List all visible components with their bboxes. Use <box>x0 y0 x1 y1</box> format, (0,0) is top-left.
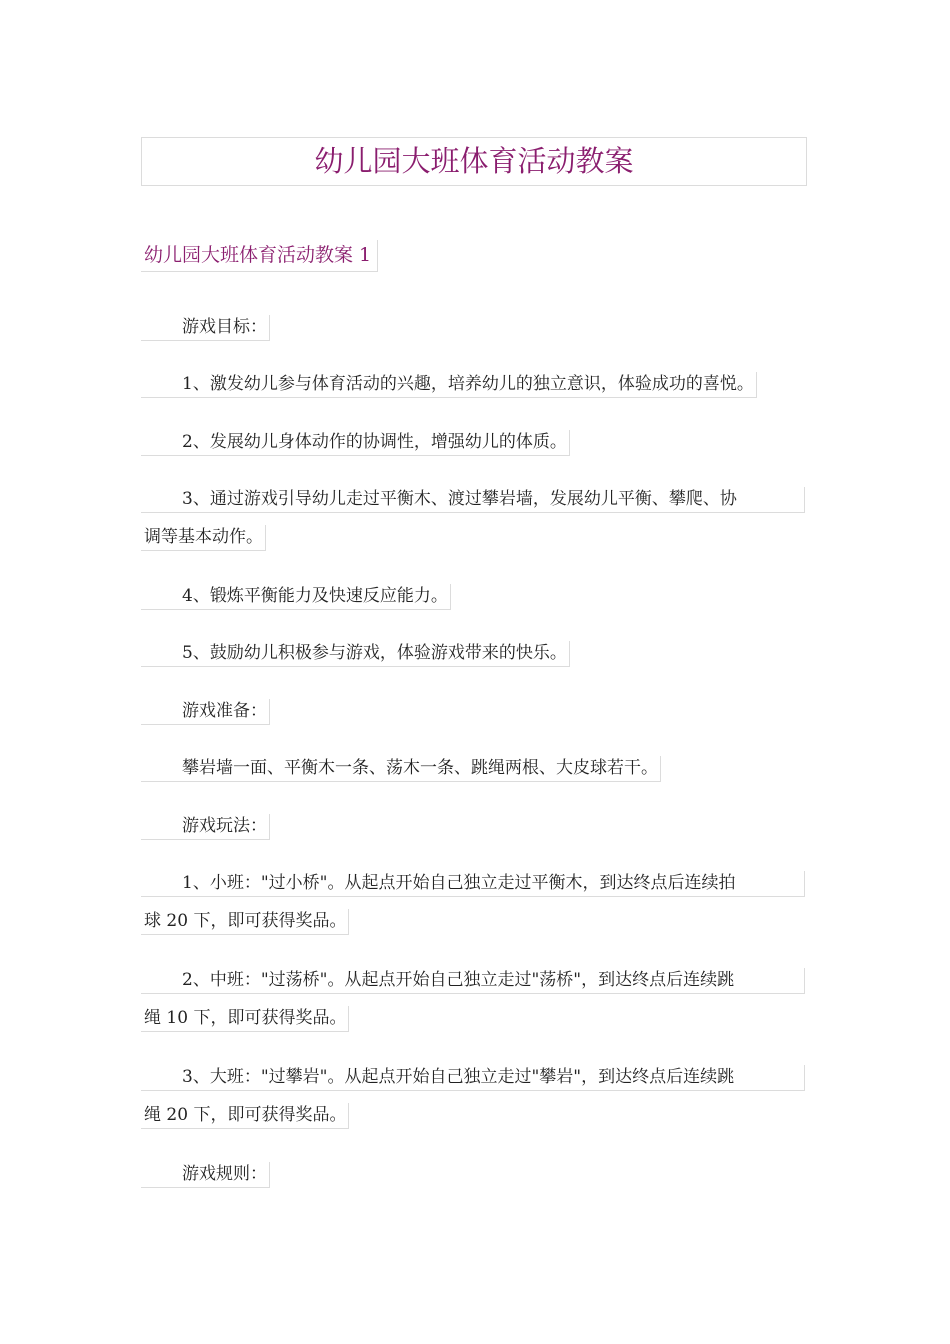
paragraph-play-big-class <box>141 1065 805 1129</box>
text-line: 游戏准备： <box>141 699 270 725</box>
text-line: 球 20 下，即可获得奖品。 <box>141 909 349 935</box>
paragraph-play-middle-class <box>141 968 805 1032</box>
paragraph-goal-3 <box>141 487 805 551</box>
text-line: 攀岩墙一面、平衡木一条、荡木一条、跳绳两根、大皮球若干。 <box>141 756 661 782</box>
paragraph-goals-heading <box>141 315 270 341</box>
paragraph-goal-1 <box>141 372 757 398</box>
text-line: 调等基本动作。 <box>141 525 266 551</box>
text-line: 2、发展幼儿身体动作的协调性，增强幼儿的体质。 <box>141 430 570 456</box>
text-line: 3、大班："过攀岩"。从起点开始自己独立走过"攀岩"，到达终点后连续跳 <box>141 1065 805 1091</box>
text-line: 1、激发幼儿参与体育活动的兴趣，培养幼儿的独立意识，体验成功的喜悦。 <box>141 372 757 398</box>
paragraph-goal-2 <box>141 430 570 456</box>
paragraph-rules-heading <box>141 1162 270 1188</box>
section-heading: 幼儿园大班体育活动教案 1 <box>141 240 378 272</box>
paragraph-play-heading <box>141 814 270 840</box>
text-line: 绳 10 下，即可获得奖品。 <box>141 1006 349 1032</box>
paragraph-goal-4 <box>141 584 451 610</box>
text-line: 游戏玩法： <box>141 814 270 840</box>
document-title: 幼儿园大班体育活动教案 <box>141 137 807 186</box>
paragraph-prep-items <box>141 756 661 782</box>
text-line: 游戏目标： <box>141 315 270 341</box>
paragraph-goal-5 <box>141 641 570 667</box>
paragraph-prep-heading <box>141 699 270 725</box>
text-line: 2、中班："过荡桥"。从起点开始自己独立走过"荡桥"，到达终点后连续跳 <box>141 968 805 994</box>
paragraph-play-small-class <box>141 871 805 935</box>
text-line: 3、通过游戏引导幼儿走过平衡木、渡过攀岩墙，发展幼儿平衡、攀爬、协 <box>141 487 805 513</box>
text-line: 1、小班："过小桥"。从起点开始自己独立走过平衡木，到达终点后连续拍 <box>141 871 805 897</box>
text-line: 游戏规则： <box>141 1162 270 1188</box>
text-line: 5、鼓励幼儿积极参与游戏，体验游戏带来的快乐。 <box>141 641 570 667</box>
text-line: 绳 20 下，即可获得奖品。 <box>141 1103 349 1129</box>
text-line: 4、锻炼平衡能力及快速反应能力。 <box>141 584 451 610</box>
